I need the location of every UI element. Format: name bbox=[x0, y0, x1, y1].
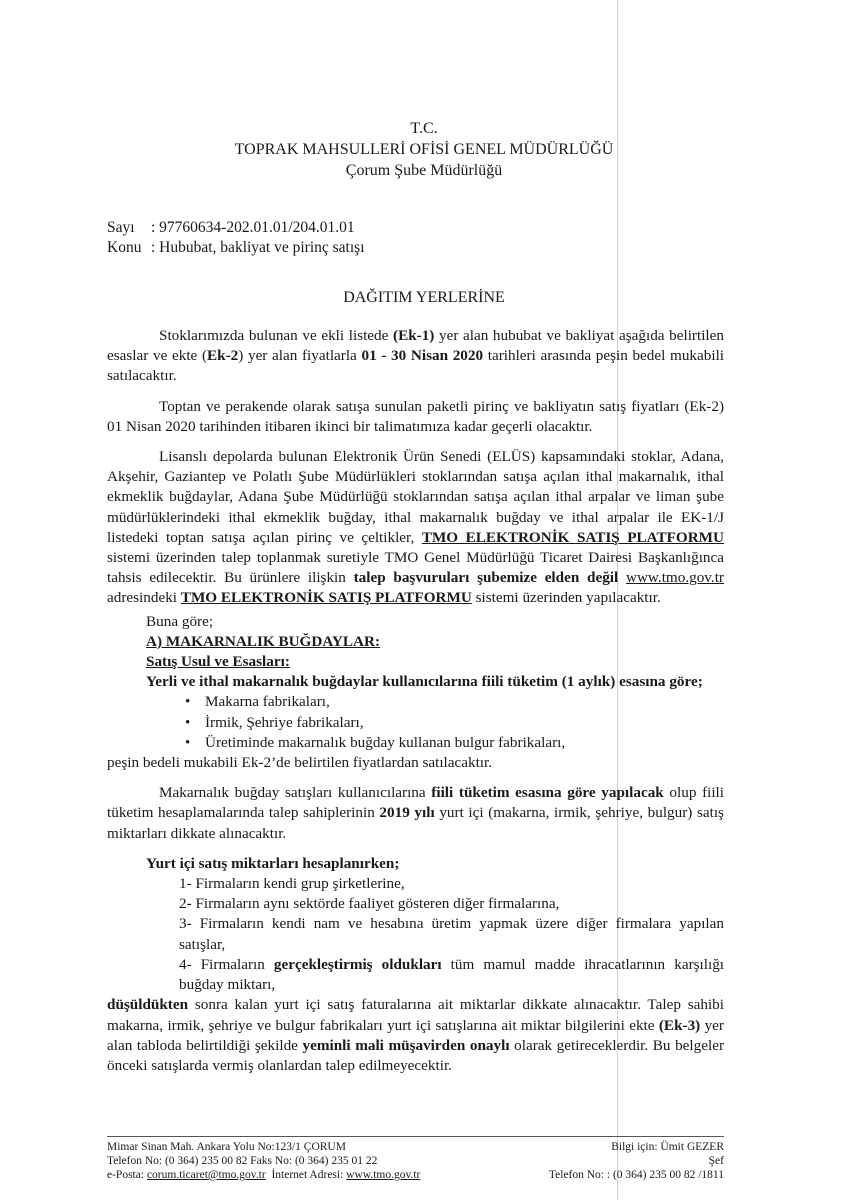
paragraph-1 bbox=[107, 326, 724, 387]
numbered-item-1: 1- Firmaların kendi grup şirketlerine, bbox=[179, 875, 405, 893]
header-tc: T.C. bbox=[410, 120, 438, 137]
yurt-ici-heading: Yurt içi satış miktarları hesaplanırken; bbox=[146, 854, 400, 872]
header-organization: TOPRAK MAHSULLERİ OFİSİ GENEL MÜDÜRLÜĞÜ bbox=[234, 141, 614, 158]
distribution-heading: DAĞITIM YERLERİNE bbox=[343, 289, 505, 306]
footer-info: Bilgi için: Ümit GEZER bbox=[611, 1141, 724, 1153]
konu-value: : Hububat, bakliyat ve pirinç satışı bbox=[151, 239, 365, 256]
p4-text-c: olup fiili tüketim hesaplamalarında talep sahiplerinin bbox=[107, 784, 724, 822]
p4-bold-b: fiili tüketim esasına göre yapılacak bbox=[431, 784, 664, 802]
p4-text-a: Makarnalık buğday satışları kullanıcılarına bbox=[159, 784, 432, 802]
footer-contact-phone: Telefon No: : (0 364) 235 00 82 /1811 bbox=[548, 1169, 724, 1181]
paragraph-2: Toptan ve perakende olarak satışa sunulan paketli pirinç ve bakliyatın satış fiyatları (Ek-2) 01 Nisan 2020 tarihinden itibaren ikinci bir talimatımıza kadar geçerli olacaktır. bbox=[107, 397, 724, 435]
satis-usul-heading: Satış Usul ve Esasları: bbox=[146, 653, 290, 671]
p5-text-d: yer alan tabloda belirtildiği şekilde bbox=[107, 1016, 724, 1054]
reference-block bbox=[107, 218, 365, 258]
p1-text-c: yer alan hububat ve bakliyat aşağıda belirtilen esaslar ve ekte ( bbox=[107, 327, 724, 365]
p3-text-g: adresindeki bbox=[107, 589, 181, 607]
p3-space bbox=[618, 569, 626, 586]
n4-bold: gerçekleştirmiş oldukları bbox=[273, 955, 442, 973]
n4-text-a: 4- Firmaların bbox=[179, 955, 274, 973]
p3-platform-2: TMO ELEKTRONİK SATIŞ PLATFORMU bbox=[180, 589, 472, 607]
header-branch: Çorum Şube Müdürlüğü bbox=[345, 162, 503, 179]
p3-text-c: sistemi üzerinden talep toplanmak suretiyle TMO Genel Müdürlüğü Ticaret Dairesi Başkanlığınca tahsis edilecektir. Bu ürünlere ilişkin bbox=[107, 549, 724, 587]
p1-text-a: Stoklarımızda bulunan ve ekli listede bbox=[159, 327, 394, 344]
footer-contacts bbox=[107, 1168, 420, 1182]
paragraph-4 bbox=[107, 783, 724, 844]
factory-list bbox=[107, 692, 724, 753]
n4-text-c: tüm mamul madde ihracatlarının karşılığı buğday miktarı, bbox=[179, 955, 725, 994]
sayi-label: Sayı bbox=[107, 219, 135, 236]
letter-body bbox=[107, 326, 724, 1076]
paragraph-3 bbox=[107, 447, 724, 609]
p1-date-range: 01 - 30 Nisan 2020 bbox=[361, 347, 484, 365]
p3-website-link[interactable]: www.tmo.gov.tr bbox=[625, 569, 724, 587]
konu-label: Konu bbox=[107, 239, 142, 256]
p5-ymm: yeminli mali müşavirden onaylı bbox=[302, 1036, 510, 1054]
list-item: • İrmik, Şehriye fabrikaları, bbox=[185, 713, 724, 733]
numbered-item-2: 2- Firmaların aynı sektörde faaliyet gösteren diğer firmalarına, bbox=[179, 895, 560, 913]
p1-text-e: ) yer alan fiyatlarla bbox=[238, 347, 362, 365]
list-item: • Üretiminde makarnalık buğday kullanan bulgur fabrikaları, bbox=[185, 733, 724, 753]
numbered-item-3: 3- Firmaların kendi nam ve hesabına üretim yapmak üzere diğer firmalara yapılan satışlar, bbox=[179, 915, 724, 953]
buna-gore: Buna göre; bbox=[146, 612, 214, 630]
letter-footer bbox=[107, 1136, 724, 1182]
email-link[interactable]: corum.ticaret@tmo.gov.tr bbox=[146, 1169, 266, 1181]
web-link[interactable]: www.tmo.gov.tr bbox=[346, 1169, 421, 1181]
p3-text-i: sistemi üzerinden yapılacaktır. bbox=[471, 589, 661, 607]
p4-year: 2019 yılı bbox=[379, 804, 435, 822]
p3-text-a: Lisanslı depolarda bulunan Elektronik Ürün Senedi (ELÜS) kapsamındaki stoklar, Adana, Akşehir, Gaziantep ve Polatlı Şube Müdürlükleri stoklarından satışa açılan ithal makarnalık, ithal ekmeklik buğdaylar, Adana Şube Müdürlüğü stoklarından satışa açılan ithal arpalar ve liman şube müdürlüklerindeki ithal ekmeklik buğday, ithal makarnalık buğday ve ithal arpalar ile EK-1/J listedeki toptan satışa açılan pirinç ve çeltikler, bbox=[107, 448, 724, 546]
web-label: İnternet Adresi: bbox=[271, 1169, 347, 1181]
footer-phone: Telefon No: (0 364) 235 00 82 Faks No: (0 364) 235 01 22 bbox=[107, 1155, 378, 1167]
p3-not-in-person: talep başvuruları şubemize elden değil bbox=[353, 569, 619, 587]
footer-title: Şef bbox=[708, 1155, 724, 1167]
p5-text-f: olarak getireceklerdir. Bu belgeler önceki satışlarda vermiş olanlardan talep edilmeyecektir. bbox=[107, 1036, 724, 1074]
p1-text-g: tarihleri arasında peşin bedel mukabili satılacaktır. bbox=[107, 347, 725, 385]
footer-address: Mimar Sinan Mah. Ankara Yolu No:123/1 ÇORUM bbox=[107, 1141, 346, 1153]
sayi-value: : 97760634-202.01.01/204.01.01 bbox=[151, 219, 355, 236]
letterhead bbox=[0, 118, 848, 181]
paragraph-5 bbox=[107, 995, 724, 1076]
p5-bold-a: düşüldükten bbox=[107, 996, 189, 1014]
p1-ek1: (Ek-1) bbox=[393, 327, 435, 344]
p4-text-e: yurt içi (makarna, irmik, şehriye, bulgur) satış miktarları dikkate alınacaktır. bbox=[107, 804, 724, 842]
numbered-item-4 bbox=[107, 955, 724, 995]
section-a-heading: A) MAKARNALIK BUĞDAYLAR: bbox=[146, 632, 381, 650]
list-item: • Makarna fabrikaları, bbox=[185, 692, 724, 712]
fiili-tuketim-heading: Yerli ve ithal makarnalık buğdaylar kullanıcılarına fiili tüketim (1 aylık) esasına göre; bbox=[146, 673, 703, 691]
p1-ek2: Ek-2 bbox=[207, 347, 239, 365]
p5-ek3: (Ek-3) bbox=[658, 1016, 701, 1034]
pesin-bedel: peşin bedeli mukabili Ek-2’de belirtilen fiyatlardan satılacaktır. bbox=[107, 754, 493, 772]
p5-text-b: sonra kalan yurt içi satış faturalarına ait miktarlar dikkate alınacaktır. Talep sahibi makarna, irmik, şehriye ve bulgur fabrikaları yurt içi satışlarına ait miktar bilgilerini ekte bbox=[107, 996, 724, 1034]
p3-platform-1: TMO ELEKTRONİK SATIŞ PLATFORMU bbox=[421, 528, 724, 546]
email-label: e-Posta: bbox=[107, 1169, 147, 1181]
